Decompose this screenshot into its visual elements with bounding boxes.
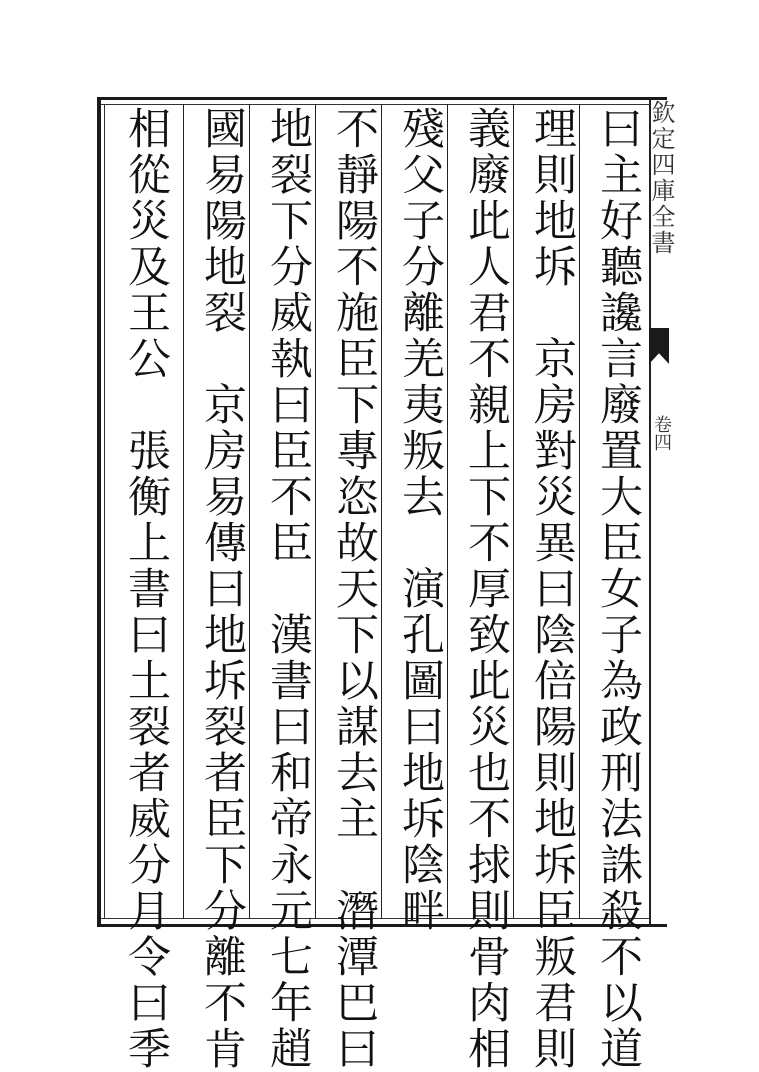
text-segment: 相從災及王公 <box>121 106 171 382</box>
text-segment: 京房易傳曰地坼裂者臣下分離不肯 <box>197 382 247 1072</box>
text-segment: 國易陽地裂 <box>197 106 247 336</box>
text-column-5 <box>324 106 384 1072</box>
text-segment: 演孔圖曰地坼陰畔 <box>395 566 445 934</box>
text-column-7 <box>192 106 252 1072</box>
text-segment: 地裂下分威執曰臣不臣 <box>263 106 313 566</box>
text-column-6 <box>258 106 318 1072</box>
text-segment: 京房對災異曰陰倍陽則地坼臣叛君則 <box>527 336 577 1072</box>
margin-book-title: 欽定四庫全書 <box>647 100 675 256</box>
text-column-2 <box>522 106 582 1072</box>
text-column-4 <box>390 106 450 934</box>
text-column-1 <box>588 106 648 1072</box>
text-segment: 張衡上書曰土裂者威分月令曰季 <box>121 428 171 1072</box>
text-segment: 義廢此人君不親上下不厚致此災也不捄則骨肉相 <box>461 106 511 1072</box>
text-column-8 <box>116 106 176 1072</box>
text-segment: 曰主好聽讒言廢置大臣女子為政刑法誅殺不以道 <box>593 106 643 1072</box>
text-column-3 <box>456 106 516 1072</box>
margin-juan-label: 卷四 <box>651 415 672 451</box>
column-divider <box>183 104 184 918</box>
text-segment: 殘父子分離羌夷叛去 <box>395 106 445 520</box>
text-segment: 理則地坼 <box>527 106 577 290</box>
text-segment: 不靜陽不施臣下專恣故天下以謀去主 <box>329 106 379 842</box>
frame-inner-left-line <box>104 104 105 918</box>
text-segment: 漢書曰和帝永元七年趙 <box>263 612 313 1072</box>
text-segment: 潛潭巴曰 <box>329 888 379 1072</box>
